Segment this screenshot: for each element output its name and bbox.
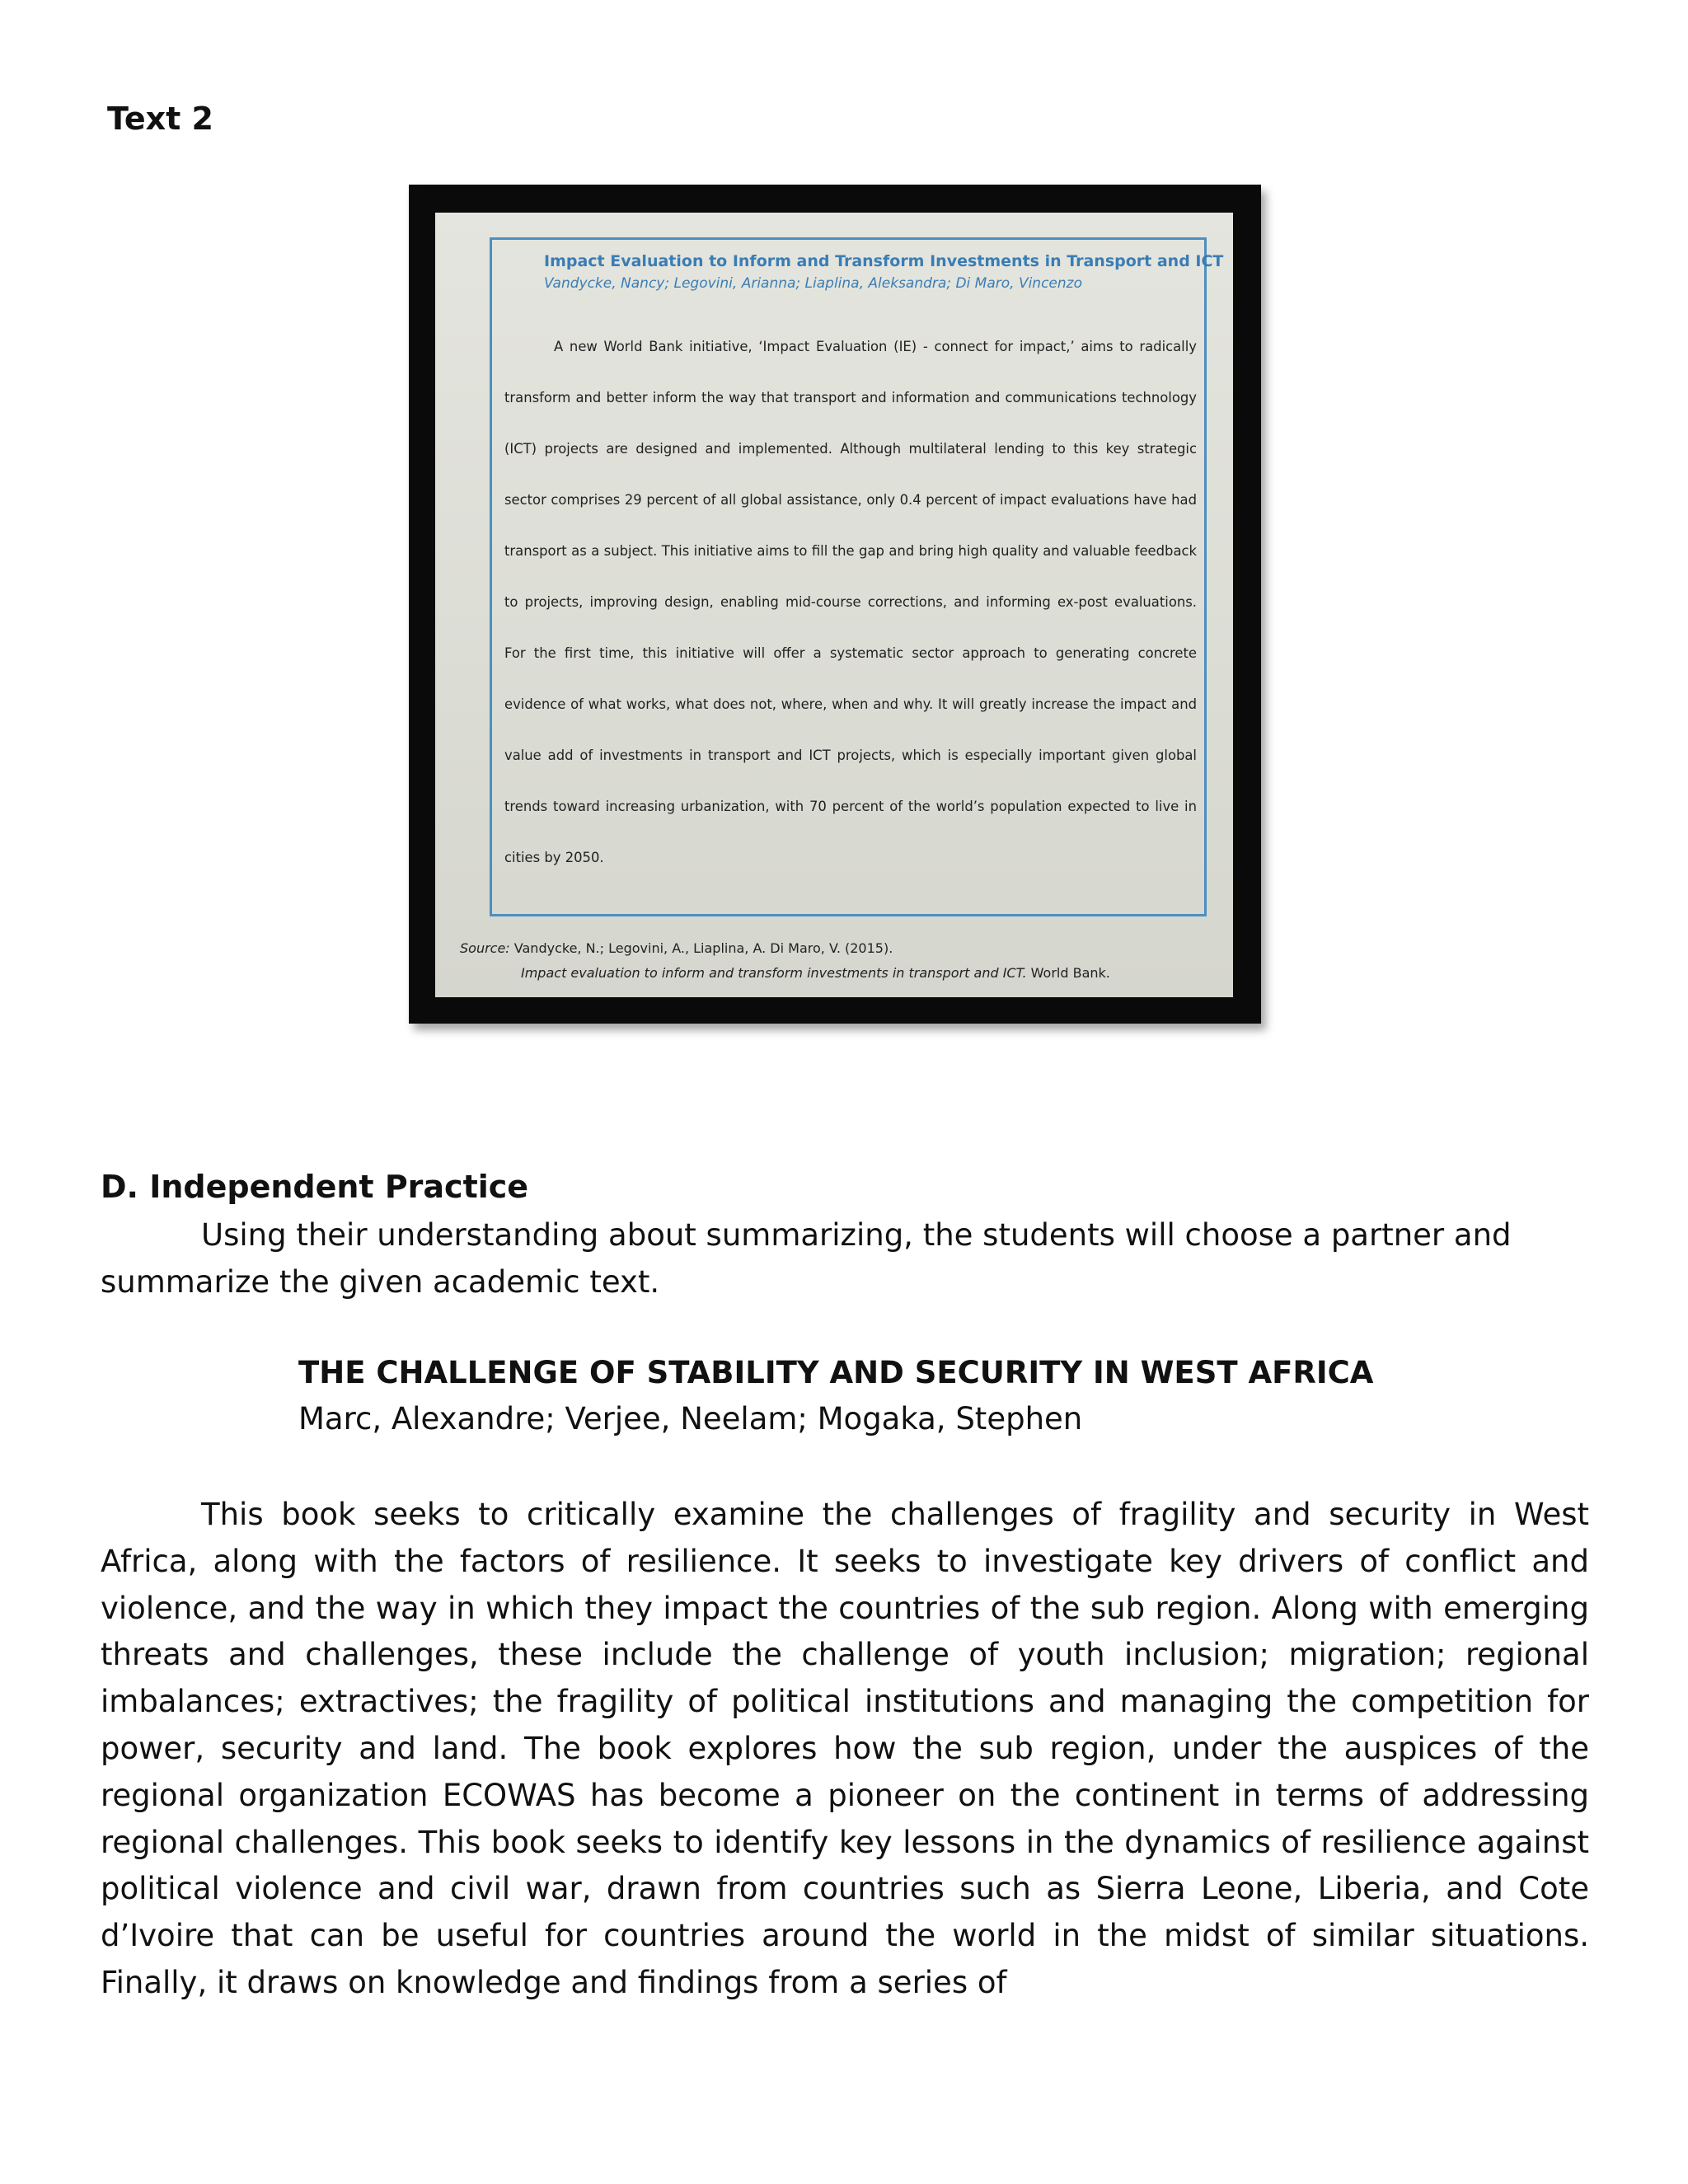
section-heading: D. Independent Practice <box>101 1169 529 1205</box>
source-work: Impact evaluation to inform and transform investments in transport and ICT. <box>521 965 1027 981</box>
book-abstract: This book seeks to critically examine the challenges of fragility and security in West Africa, along with the factors of resilience. It seeks to investigate key drivers of conflict and violence, and the way in which they impact the countries of the sub region. Along with emerging threats and challenges, these include the challenge of youth inclusion; migration; regional imbalances; extractives; the fragility of political institutions and managing the competition for power, security and land. The book explores how the sub region, under the auspices of the regional organization ECOWAS has become a pioneer on the continent in terms of addressing regional challenges. This book seeks to identify key lessons in the dynamics of resilience against political violence and civil war, drawn from countries such as Sierra Leone, Liberia, and Cote d’Ivoire that can be useful for countries around the world in the midst of similar situations. Finally, it draws on knowledge and findings from a series of <box>101 1497 1589 2000</box>
source-label: Source: <box>460 940 510 956</box>
instructions-paragraph: Using their understanding about summarizing, the students will choose a partner and summarize the given academic text. <box>101 1217 1512 1300</box>
excerpt-source <box>460 936 1202 986</box>
text-label: Text 2 <box>107 101 213 137</box>
excerpt-body: A new World Bank initiative, ‘Impact Evaluation (IE) - connect for impact,’ aims to radically transform and better inform the way that transport and information and communications technology (ICT) projects are designed and implemented. Although multilateral lending to this key strategic sector comprises 29 percent of all global assistance, only 0.4 percent of impact evaluations have had transport as a subject. This initiative aims to fill the gap and bring high quality and valuable feedback to projects, improving design, enabling mid-course corrections, and informing ex-post evaluations. For the first time, this initiative will offer a systematic sector approach to generating concrete evidence of what works, what does not, where, when and why. It will greatly increase the impact and value add of investments in transport and ICT projects, which is especially important given global trends toward increasing urbanization, with 70 percent of the world’s population expected to live in cities by 2050. <box>504 339 1197 865</box>
source-publisher: World Bank. <box>1030 965 1110 981</box>
excerpt-authors: Vandycke, Nancy; Legovini, Arianna; Liaplina, Aleksandra; Di Maro, Vincenzo <box>544 275 1082 292</box>
printed-page <box>435 213 1233 997</box>
book-page-photo <box>409 185 1261 1024</box>
source-authors: Vandycke, N.; Legovini, A., Liaplina, A. Di Maro, V. (2015). <box>513 940 893 956</box>
excerpt-title: Impact Evaluation to Inform and Transform Investments in Transport and ICT <box>544 252 1224 270</box>
book-title: THE CHALLENGE OF STABILITY AND SECURITY IN WEST AFRICA <box>298 1355 1374 1390</box>
book-authors: Marc, Alexandre; Verjee, Neelam; Mogaka, Stephen <box>298 1401 1083 1436</box>
